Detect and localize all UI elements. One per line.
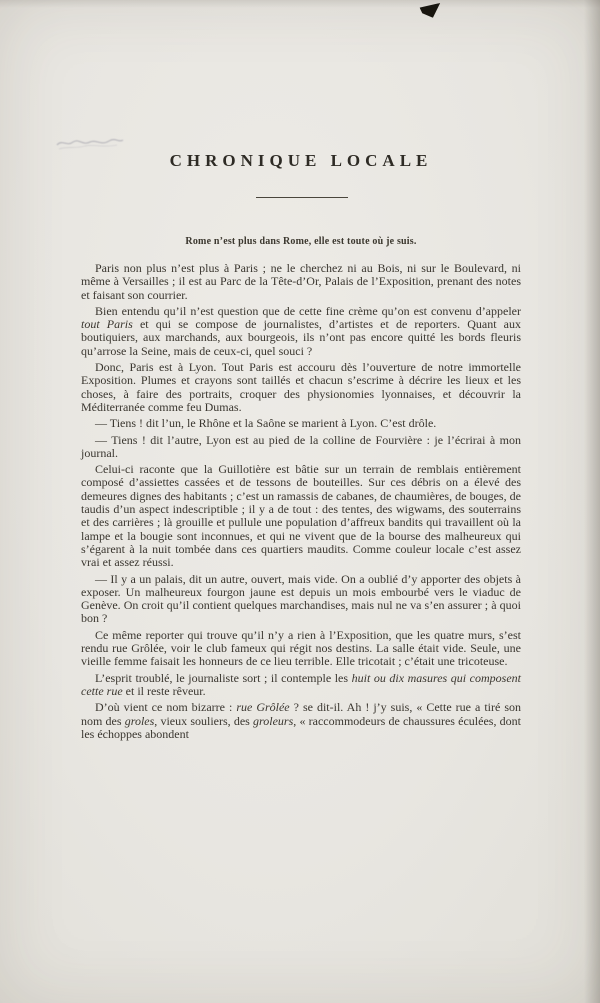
paragraph: — Tiens ! dit l’un, le Rhône et la Saône se marient à Lyon. C’est drôle.: [95, 416, 437, 431]
page-title: CHRONIQUE LOCALE: [169, 151, 433, 170]
ink-corner-mark: [419, 3, 441, 19]
paragraph: Paris non plus n’est plus à Paris ; ne le cherchez ni au Bois, ni sur le Boulevard, ni même à Versailles ; il est au Parc de la Tête-d’Or, Palais de l’Exposition, prenant des notes et faisant son courrier.: [81, 261, 521, 302]
paragraph: Ce même reporter qui trouve qu’il n’y a rien à l’Exposition, que les quatre murs, s’est rendu rue Grôlée, voir le club fameux qui régit nos destins. La salle était vide. Seule, une vieille femme faisait les honneurs de ce lieu terrible. Elle tricotait ; c’était une tricoteuse.: [81, 627, 521, 669]
epigraph: Rome n’est plus dans Rome, elle est toute où je suis.: [185, 236, 417, 247]
paragraph: — Tiens ! dit l’autre, Lyon est au pied de la colline de Fourvière : je l’écrirai à mon journal.: [81, 432, 521, 460]
paragraph: Donc, Paris est à Lyon. Tout Paris est accouru dès l’ouverture de notre immortelle Exposition. Plumes et crayons sont taillés et chacun s’escrime à décrire les lieux et les choses, à faire des portraits, croquer des physionomies lyonnaises, et découvrir la Méditerranée comme feu Dumas.: [81, 360, 521, 414]
paragraph: D’où vient ce nom bizarre : rue Grôlée ? se dit-il. Ah ! j’y suis, « Cette rue a tiré son nom des groles, vieux souliers, des groleurs, « raccommodeurs de chaussures éculées, dont les échoppes abondent: [81, 700, 521, 741]
paragraph: Bien entendu qu’il n’est question que de cette fine crème qu’on est convenu d’appeler tout Paris et qui se compose de journalistes, d’artistes et de reporters. Quant aux boutiquiers, aux marchands, aux bourgeois, ils n’ont pas encore quitté les bords fleuris qu’arrose la Seine, mais de ceux-ci, quel souci ?: [81, 303, 521, 358]
title-divider: [256, 197, 348, 198]
article-body: [81, 262, 521, 744]
pencil-smudge-mark: [55, 133, 125, 153]
paragraph: Celui-ci raconte que la Guillotière est bâtie sur un terrain de remblais entièrement composé d’assiettes cassées et de tessons de bouteilles. Sur ces débris on a élevé des demeures dignes des habitants ; c’est un ramassis de cabanes, de chaumières, de bouges, de taudis d’un aspect indescriptible ; il y a de tout : des tentes, des wigwams, des souterrains et des carrières ; là grouille et pullule une population d’affreux bandits qui travaillent où la lampe et la bougie sont inconnues, et qui ne vivent que de la bourse des malheureux qui s’égarent à la nuit tombée dans ces quartiers maudits. Comme couleur locale c’est assez vrai et assez réussi.: [81, 462, 521, 570]
scan-top-shade: [0, 0, 600, 8]
paragraph: — Il y a un palais, dit un autre, ouvert, mais vide. On a oublié d’y apporter des objets à exposer. Un malheureux fourgon jaune est depuis un mois embourbé vers le viaduc de Genève. On croit qu’il contient quelques marchandises, mais nul ne va s’en assurer ; à quoi bon ?: [81, 571, 521, 626]
scan-right-shade: [584, 0, 600, 1003]
paragraph: L’esprit troublé, le journaliste sort ; il contemple les huit ou dix masures qui composent cette rue et il reste rêveur.: [81, 670, 521, 698]
